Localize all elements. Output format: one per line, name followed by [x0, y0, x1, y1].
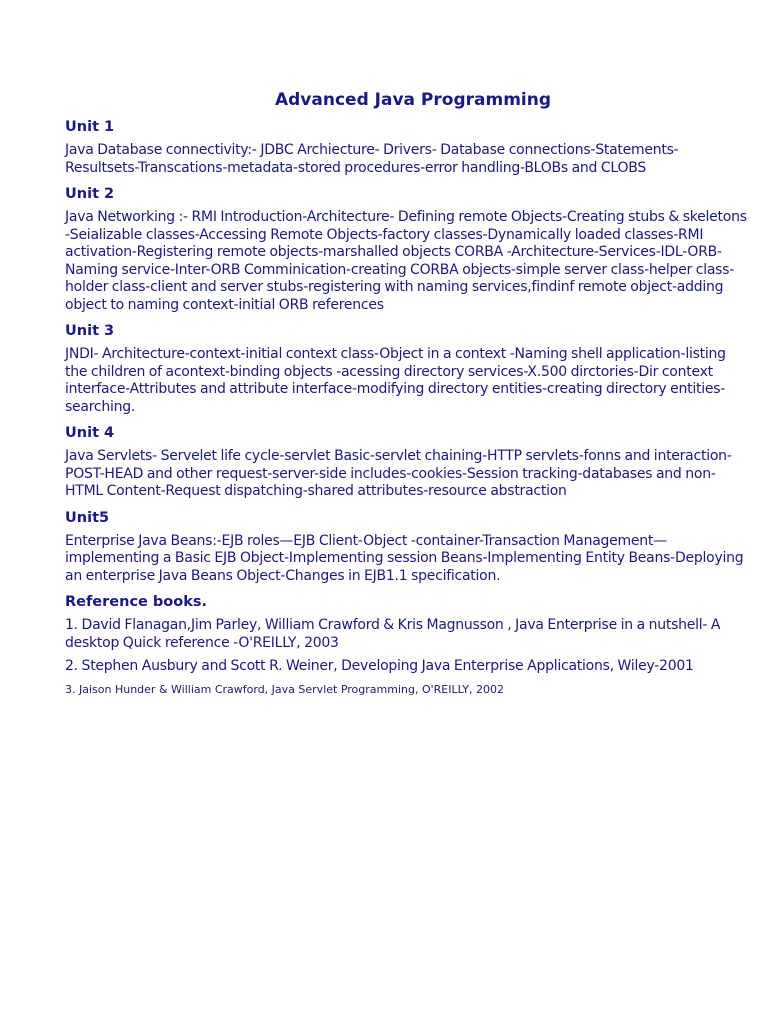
unit-4-text: Java Servlets- Servelet life cycle-servlet Basic-servlet chaining-HTTP servlets-fonns and interaction-POST-HEAD and other request-server-side includes-cookies-Session tracking-databases and non-HTML Content-Request dispatching-shared attributes-resource abstraction	[65, 448, 732, 499]
unit-3-heading: Unit 3	[65, 323, 115, 339]
syllabus-page	[65, 88, 749, 697]
references-heading: Reference books.	[65, 594, 208, 610]
reference-3: 3. Jaison Hunder & William Crawford, Java Servlet Programming, O'REILLY, 2002	[65, 682, 504, 696]
unit-4-heading: Unit 4	[65, 425, 115, 441]
unit-3-text: JNDI- Architecture-context-initial context class-Object in a context -Naming shell application-listing the children of acontext-binding objects -acessing directory services-X.500 dirctories-Dir context interface-Attributes and attribute interface-modifying directory entities-creating directory entities-searching.	[65, 346, 726, 415]
unit-2-heading: Unit 2	[65, 186, 115, 202]
unit-5-text: Enterprise Java Beans:-EJB roles—EJB Client-Object -container-Transaction Management—implementing a Basic EJB Object-Implementing session Beans-Implementing Entity Beans-Deploying an enterprise Java Beans Object-Changes in EJB1.1 specification.	[65, 532, 744, 584]
reference-2: 2. Stephen Ausbury and Scott R. Weiner, Developing Java Enterprise Applications, Wiley-2001	[65, 658, 694, 674]
page-title: Advanced Java Programming	[274, 90, 552, 110]
unit-1-heading: Unit 1	[65, 119, 115, 135]
reference-1: 1. David Flanagan,Jim Parley, William Crawford & Kris Magnusson , Java Enterprise in a nutshell- A desktop Quick reference -O'REILLY, 2003	[65, 617, 721, 651]
unit-2-text: Java Networking :- RMI Introduction-Architecture- Defining remote Objects-Creating stubs & skeletons -Seializable classes-Accessing Remote Objects-factory classes-Dynamically loaded classes-RMI activation-Registering remote objects-marshalled objects CORBA -Architecture-Services-IDL-ORB-Naming service-Inter-ORB Comminication-creating CORBA objects-simple server class-helper class-holder class-client and server stubs-registering with naming services,findinf remote object-adding object to naming context-initial ORB references	[65, 209, 747, 313]
unit-1-text: Java Database connectivity:- JDBC Archiecture- Drivers- Database connections-Statements-Resultsets-Transcations-metadata-stored procedures-error handling-BLOBs and CLOBS	[65, 142, 679, 176]
unit-5-heading: Unit5	[65, 509, 110, 526]
